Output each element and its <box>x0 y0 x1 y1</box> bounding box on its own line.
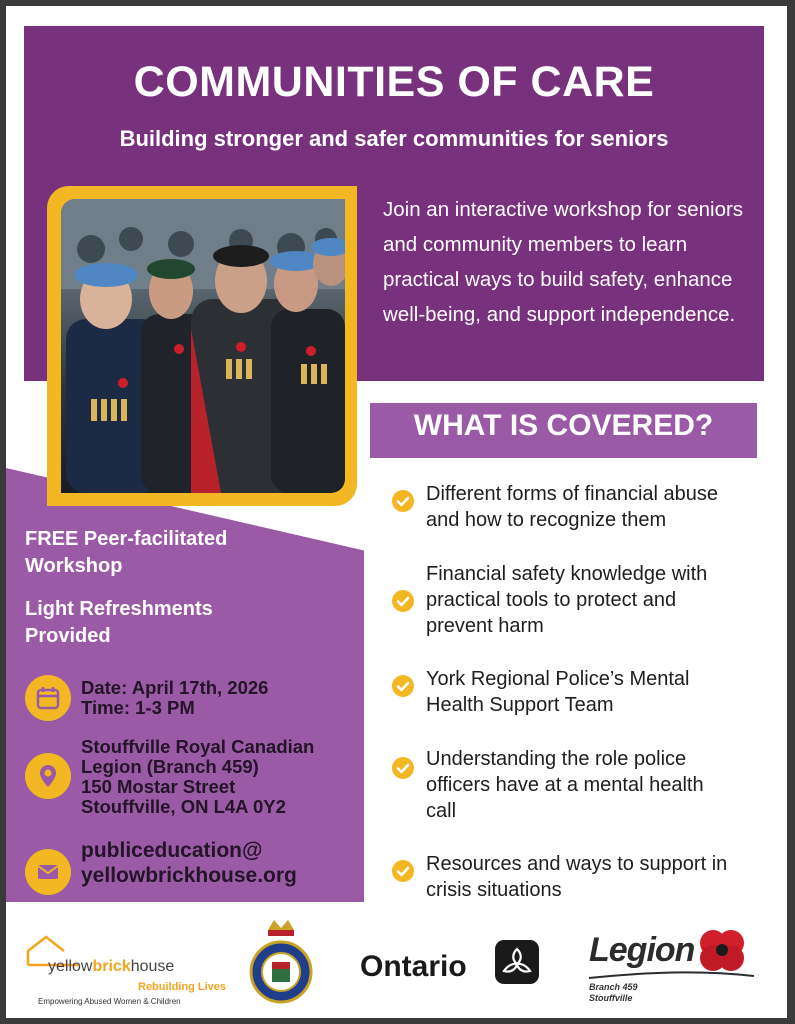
location-line2: Legion (Branch 459) <box>81 756 259 777</box>
covered-item-2: Financial safety knowledge with practical tools to protect and prevent harm <box>426 563 708 637</box>
check-icon <box>392 757 414 779</box>
event-time: Time: 1-3 PM <box>81 697 195 718</box>
covered-item-5: Resources and ways to support in crisis situations <box>426 853 728 901</box>
yellowbrickhouse-subtagline: Empowering Abused Women & Children <box>38 997 181 1006</box>
refreshments-line1: Light Refreshments <box>25 598 213 620</box>
legion-branch: Branch 459 <box>589 982 638 992</box>
email-line1[interactable]: publiceducation@ <box>81 839 263 862</box>
check-icon <box>392 675 414 697</box>
covered-item-3: York Regional Police’s Mental Health Support Team <box>426 668 690 716</box>
page-title: COMMUNITIES OF CARE <box>133 58 655 106</box>
intro-text: Join an interactive workshop for seniors and community members to learn practical ways to build safety, enhance well-being, and support independence. <box>383 198 744 326</box>
legion-wordmark: Legion <box>589 931 695 969</box>
location-line3: 150 Mostar Street <box>81 776 236 797</box>
free-workshop-line1: FREE Peer-facilitated <box>25 528 228 550</box>
ontario-wordmark: Ontario <box>360 950 467 983</box>
location-pin-icon <box>25 753 71 799</box>
page-subtitle: Building stronger and safer communities for seniors <box>119 126 669 151</box>
veterans-photo <box>61 199 345 493</box>
calendar-icon <box>25 675 71 721</box>
free-workshop-line2: Workshop <box>25 555 123 577</box>
email-line2[interactable]: yellowbrickhouse.org <box>81 864 297 887</box>
covered-item-4: Understanding the role police officers have at a mental health call <box>426 748 704 822</box>
refreshments-line2: Provided <box>25 625 111 647</box>
flyer-page <box>6 6 787 1018</box>
check-icon <box>392 490 414 512</box>
poppy-icon <box>697 927 747 973</box>
check-icon <box>392 860 414 882</box>
yellowbrickhouse-wordmark: yellowbrickhouse <box>48 958 175 975</box>
ontario-trillium-icon <box>495 940 539 984</box>
legion-town: Stouffville <box>589 993 633 1003</box>
covered-heading: WHAT IS COVERED? <box>413 409 714 442</box>
yellowbrickhouse-tagline: Rebuilding Lives <box>138 981 227 993</box>
covered-item-1: Different forms of financial abuse and how to recognize them <box>426 483 719 531</box>
location-line1: Stouffville Royal Canadian <box>81 736 315 757</box>
location-line4: Stouffville, ON L4A 0Y2 <box>81 796 286 817</box>
york-regional-police-seal-icon <box>248 918 314 1006</box>
legion-underline-swoosh <box>589 968 754 982</box>
event-date: Date: April 17th, 2026 <box>81 677 269 698</box>
check-icon <box>392 590 414 612</box>
envelope-icon <box>25 849 71 895</box>
